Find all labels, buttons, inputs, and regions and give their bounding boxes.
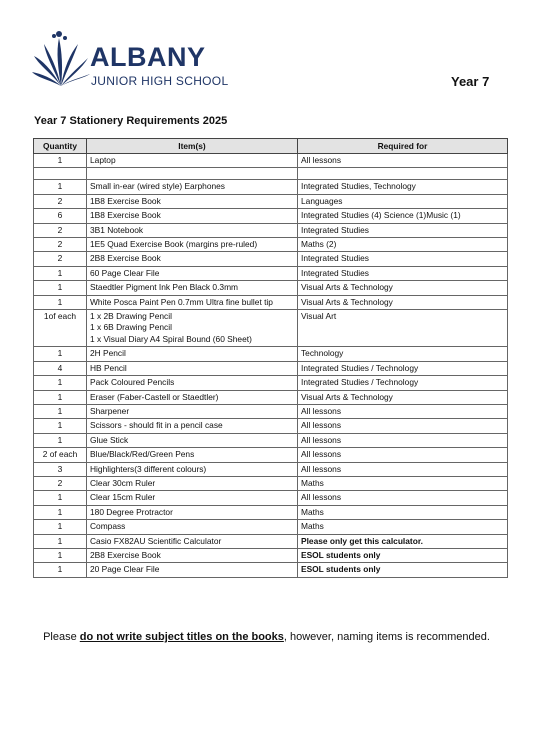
required-for-cell: Visual Arts & Technology [298,390,508,404]
quantity-cell: 1 [34,534,87,548]
item-cell: Glue Stick [87,433,298,447]
item-cell: Laptop [87,154,298,168]
table-row [34,154,508,168]
item-cell: 3B1 Notebook [87,223,298,237]
table-row [34,476,508,490]
footer-text-end: , however, naming items is recommended. [283,631,490,643]
table-row [34,376,508,390]
table-row [34,404,508,418]
item-cell: 180 Degree Protractor [87,505,298,519]
item-cell: Casio FX82AU Scientific Calculator [87,534,298,548]
year-label: Year 7 [451,74,490,89]
required-for-cell: Maths [298,476,508,490]
item-cell: Blue/Black/Red/Green Pens [87,448,298,462]
footer-emphasis: do not write subject titles on the books [79,631,284,643]
table-row [34,491,508,505]
required-for-cell: Integrated Studies [298,266,508,280]
table-row [34,347,508,361]
quantity-cell: 3 [34,462,87,476]
required-for-cell: Integrated Studies (4) Science (1)Music (1) [298,209,508,223]
table-row [34,505,508,519]
column-header-required-for: Required for [298,139,508,154]
required-for-cell: Visual Arts & Technology [298,295,508,309]
required-for-cell: All lessons [298,433,508,447]
required-for-cell: Maths [298,505,508,519]
albany-flower-icon [32,26,90,88]
required-for-cell: All lessons [298,404,508,418]
item-cell: Clear 30cm Ruler [87,476,298,490]
required-for-cell: ESOL students only [298,548,508,562]
quantity-cell: 2 [34,252,87,266]
footer-text-start: Please [43,631,80,643]
quantity-cell: 1 [34,520,87,534]
table-row [34,310,508,347]
table-row [34,520,508,534]
quantity-cell: 1 [34,563,87,577]
required-for-cell [298,168,508,180]
column-header-items: Item(s) [87,139,298,154]
table-row [34,223,508,237]
quantity-cell: 1 [34,180,87,194]
item-cell: 1B8 Exercise Book [87,209,298,223]
table-row [34,534,508,548]
item-cell: 1B8 Exercise Book [87,194,298,208]
required-for-cell: All lessons [298,154,508,168]
table-row [34,390,508,404]
school-name: ALBANY [90,42,206,72]
quantity-cell: 1 [34,491,87,505]
item-cell: HB Pencil [87,361,298,375]
quantity-cell: 1 [34,281,87,295]
item-cell: 1 x 2B Drawing Pencil 1 x 6B Drawing Pencil 1 x Visual Diary A4 Spiral Bound (60 Sheet) [87,310,298,347]
required-for-cell: ESOL students only [298,563,508,577]
item-cell: Eraser (Faber-Castell or Staedtler) [87,390,298,404]
item-cell [87,168,298,180]
item-cell: Staedtler Pigment Ink Pen Black 0.3mm [87,281,298,295]
required-for-cell: All lessons [298,419,508,433]
item-cell: Small in-ear (wired style) Earphones [87,180,298,194]
table-row [34,168,508,180]
required-for-cell: Visual Arts & Technology [298,281,508,295]
quantity-cell: 1 [34,266,87,280]
table-row [34,252,508,266]
required-for-cell: Maths [298,520,508,534]
item-cell: 2B8 Exercise Book [87,252,298,266]
item-cell: White Posca Paint Pen 0.7mm Ultra fine bullet tip [87,295,298,309]
quantity-cell: 2 [34,238,87,252]
required-for-cell: Technology [298,347,508,361]
item-cell: Compass [87,520,298,534]
item-cell: Sharpener [87,404,298,418]
table-row [34,209,508,223]
quantity-cell: 1 [34,419,87,433]
school-subtitle: JUNIOR HIGH SCHOOL [91,74,229,88]
table-row [34,419,508,433]
item-cell: 2H Pencil [87,347,298,361]
quantity-cell: 1 [34,154,87,168]
table-row [34,563,508,577]
quantity-cell: 2 of each [34,448,87,462]
table-row [34,433,508,447]
table-row [34,462,508,476]
quantity-cell: 1 [34,376,87,390]
quantity-cell [34,168,87,180]
required-for-cell: Integrated Studies, Technology [298,180,508,194]
table-row [34,361,508,375]
required-for-cell: Integrated Studies [298,223,508,237]
table-row [34,194,508,208]
required-for-cell: Languages [298,194,508,208]
table-header-row [34,139,508,154]
required-for-cell: Maths (2) [298,238,508,252]
quantity-cell: 1 [34,433,87,447]
required-for-cell: Visual Art [298,310,508,347]
item-cell: Scissors - should fit in a pencil case [87,419,298,433]
school-logo [32,26,229,90]
item-cell: Highlighters(3 different colours) [87,462,298,476]
item-cell: 60 Page Clear File [87,266,298,280]
required-for-cell: Integrated Studies / Technology [298,376,508,390]
quantity-cell: 1 [34,548,87,562]
table-row [34,266,508,280]
item-cell: 1E5 Quad Exercise Book (margins pre-ruled) [87,238,298,252]
table-row [34,448,508,462]
table-row [34,295,508,309]
quantity-cell: 1 [34,404,87,418]
item-cell: 2B8 Exercise Book [87,548,298,562]
document-title: Year 7 Stationery Requirements 2025 [34,115,228,127]
quantity-cell: 1 [34,390,87,404]
table-row [34,238,508,252]
required-for-cell: Integrated Studies [298,252,508,266]
quantity-cell: 1 [34,295,87,309]
quantity-cell: 6 [34,209,87,223]
quantity-cell: 2 [34,476,87,490]
table-row [34,281,508,295]
item-cell: Clear 15cm Ruler [87,491,298,505]
item-cell: 20 Page Clear File [87,563,298,577]
stationery-table [33,138,508,578]
quantity-cell: 1 [34,505,87,519]
required-for-cell: All lessons [298,462,508,476]
column-header-quantity: Quantity [34,139,87,154]
quantity-cell: 4 [34,361,87,375]
required-for-cell: All lessons [298,491,508,505]
quantity-cell: 2 [34,223,87,237]
quantity-cell: 2 [34,194,87,208]
required-for-cell: Please only get this calculator. [298,534,508,548]
required-for-cell: All lessons [298,448,508,462]
required-for-cell: Integrated Studies / Technology [298,361,508,375]
table-row [34,180,508,194]
footer-note [0,631,533,643]
quantity-cell: 1of each [34,310,87,347]
table-row [34,548,508,562]
item-cell: Pack Coloured Pencils [87,376,298,390]
quantity-cell: 1 [34,347,87,361]
